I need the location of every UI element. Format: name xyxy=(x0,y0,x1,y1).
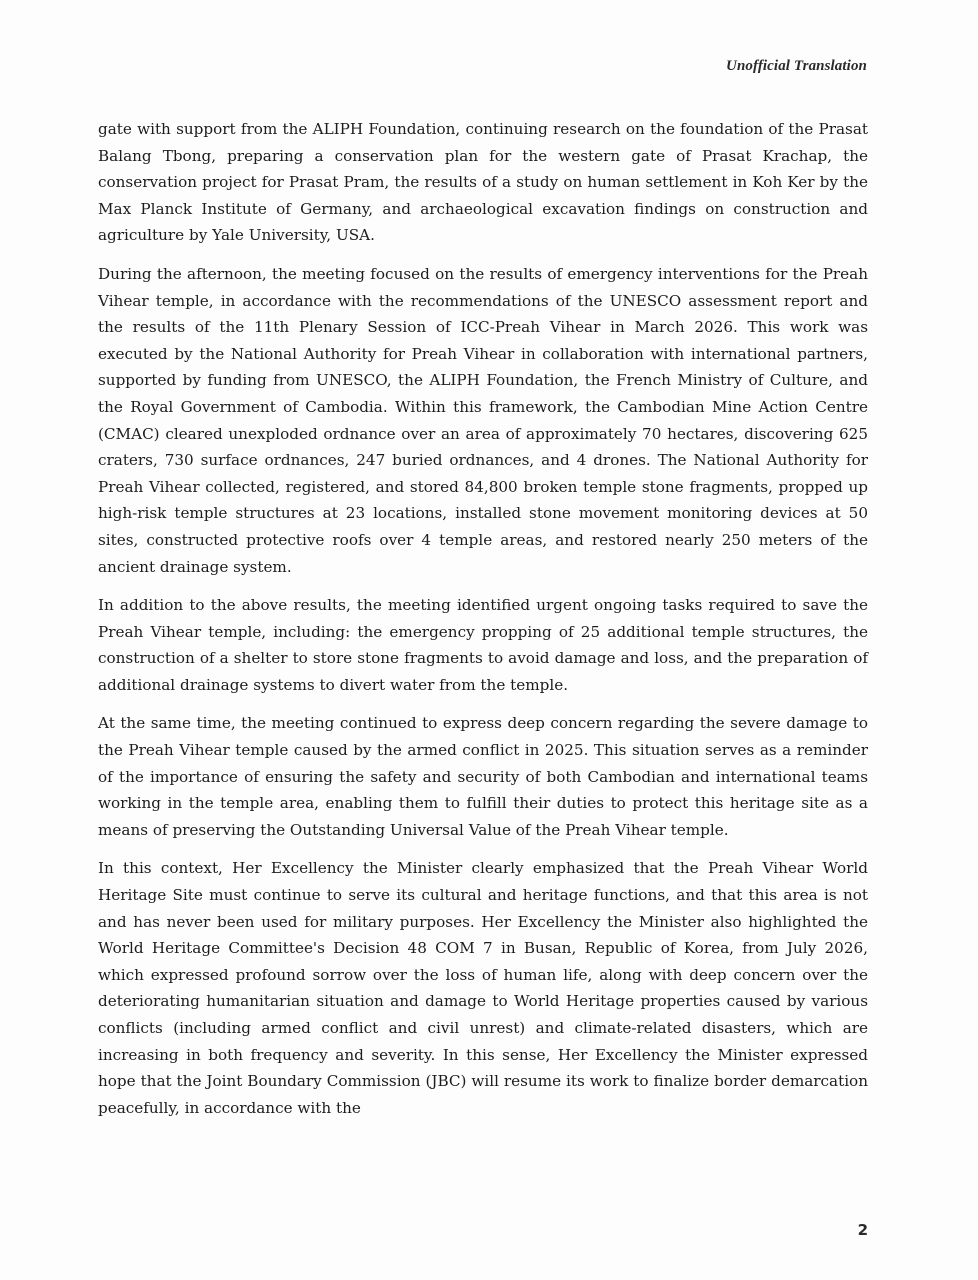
paragraph-4: At the same time, the meeting continued to express deep concern regarding the severe damage to the Preah Vihear temple caused by the armed conflict in 2025. This situation serves as a reminder of the importance of ensuring the safety and security of both Cambodian and international teams working in the temple area, enabling them to fulfill their duties to protect this heritage site as a means of preserving the Outstanding Universal Value of the Preah Vihear temple. xyxy=(98,714,868,839)
body-text xyxy=(98,116,868,1133)
paragraph-5: In this context, Her Excellency the Minister clearly emphasized that the Preah Vihear World Heritage Site must continue to serve its cultural and heritage functions, and that this area is not and has never been used for military purposes. Her Excellency the Minister also highlighted the World Heritage Committee's Decision 48 COM 7 in Busan, Republic of Korea, from July 2026, which expressed profound sorrow over the loss of human life, along with deep concern over the deteriorating humanitarian situation and damage to World Heritage properties caused by various conflicts (including armed conflict and civil unrest) and climate-related disasters, which are increasing in both frequency and severity. In this sense, Her Excellency the Minister expressed hope that the Joint Boundary Commission (JBC) will resume its work to finalize border demarcation peacefully, in accordance with the xyxy=(98,859,868,1117)
paragraph-2: During the afternoon, the meeting focused on the results of emergency interventions for the Preah Vihear temple, in accordance with the recommendations of the UNESCO assessment report and the results of the 11th Plenary Session of ICC-Preah Vihear in March 2026. This work was executed by the National Authority for Preah Vihear in collaboration with international partners, supported by funding from UNESCO, the ALIPH Foundation, the French Ministry of Culture, and the Royal Government of Cambodia. Within this framework, the Cambodian Mine Action Centre (CMAC) cleared unexploded ordnance over an area of approximately 70 hectares, discovering 625 craters, 730 surface ordnances, 247 buried ordnances, and 4 drones. The National Authority for Preah Vihear collected, registered, and stored 84,800 broken temple stone fragments, propped up high-risk temple structures at 23 locations, installed stone movement monitoring devices at 50 sites, constructed protective roofs over 4 temple areas, and restored nearly 250 meters of the ancient drainage system. xyxy=(98,264,868,576)
paragraph-3: In addition to the above results, the meeting identified urgent ongoing tasks required to save the Preah Vihear temple, including: the emergency propping of 25 additional temple structures, the construction of a shelter to store stone fragments to avoid damage and loss, and the preparation of additional drainage systems to divert water from the temple. xyxy=(98,596,868,694)
page-number: 2 xyxy=(857,1221,868,1239)
paragraph-1: gate with support from the ALIPH Foundation, continuing research on the foundation of the Prasat Balang Tbong, preparing a conservation plan for the western gate of Prasat Krachap, the conservation project for Prasat Pram, the results of a study on human settlement in Koh Ker by the Max Planck Institute of Germany, and archaeological excavation findings on construction and agriculture by Yale University, USA. xyxy=(98,120,868,245)
translation-note: Unofficial Translation xyxy=(726,58,867,74)
